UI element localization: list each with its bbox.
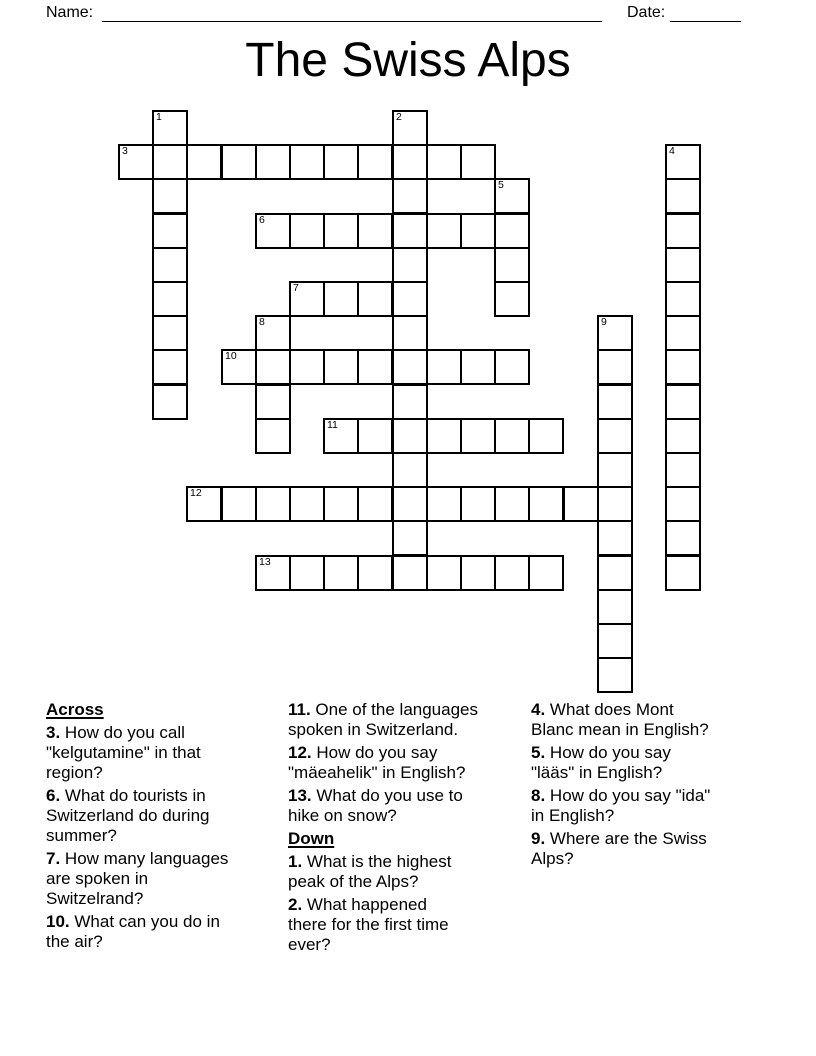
crossword-cell[interactable]	[597, 623, 633, 659]
clue-item	[288, 743, 530, 783]
cell-number: 3	[122, 145, 128, 157]
crossword-cell[interactable]	[392, 281, 428, 317]
cell-number: 2	[396, 111, 402, 123]
clue-text: How many languages are spoken in Switzelrand?	[46, 849, 229, 908]
crossword-cell[interactable]	[357, 144, 393, 180]
crossword-cell[interactable]	[528, 555, 564, 591]
clue-column-across	[46, 700, 288, 955]
crossword-cell[interactable]	[323, 349, 359, 385]
clue-item	[288, 700, 530, 740]
clue-number: 8.	[531, 786, 546, 805]
crossword-cell[interactable]	[392, 178, 428, 214]
cell-number: 9	[601, 316, 607, 328]
clue-text: What can you do in the air?	[46, 912, 220, 951]
crossword-cell[interactable]	[665, 384, 701, 420]
cell-number: 8	[259, 316, 265, 328]
clue-text: How do you say "ida" in English?	[531, 786, 711, 825]
clue-text: What happened there for the first time ever?	[288, 895, 449, 954]
crossword-cell[interactable]	[460, 555, 496, 591]
crossword-cell[interactable]	[255, 349, 291, 385]
crossword-cell[interactable]	[426, 213, 462, 249]
clue-text: One of the languages spoken in Switzerland.	[288, 700, 478, 739]
crossword-cell[interactable]	[392, 418, 428, 454]
clue-number: 7.	[46, 849, 61, 868]
crossword-cell[interactable]	[255, 384, 291, 420]
crossword-cell[interactable]	[597, 418, 633, 454]
crossword-cell[interactable]	[323, 486, 359, 522]
crossword-cell[interactable]	[665, 555, 701, 591]
clue-item	[46, 786, 288, 846]
crossword-cell[interactable]	[665, 315, 701, 351]
crossword-cell[interactable]	[392, 384, 428, 420]
clue-text: How do you say "lääs" in English?	[531, 743, 671, 782]
crossword-cell[interactable]	[392, 213, 428, 249]
cell-number: 4	[669, 145, 675, 157]
crossword-cell[interactable]	[392, 144, 428, 180]
crossword-cell[interactable]	[460, 213, 496, 249]
crossword-cell[interactable]	[392, 452, 428, 488]
clue-number: 1.	[288, 852, 303, 871]
crossword-cell[interactable]	[494, 486, 530, 522]
crossword-cell[interactable]	[221, 144, 257, 180]
clue-item	[288, 895, 530, 955]
clue-text: What do tourists in Switzerland do during summer?	[46, 786, 210, 845]
crossword-cell[interactable]	[665, 486, 701, 522]
crossword-cell[interactable]	[357, 213, 393, 249]
crossword-cell[interactable]	[597, 657, 633, 693]
crossword-cell[interactable]	[152, 178, 188, 214]
crossword-cell[interactable]	[323, 555, 359, 591]
crossword-cell[interactable]	[186, 144, 222, 180]
crossword-cell[interactable]	[460, 349, 496, 385]
clue-number: 5.	[531, 743, 546, 762]
clue-item	[46, 912, 288, 952]
cell-number: 10	[225, 350, 237, 362]
clue-text: What do you use to hike on snow?	[288, 786, 463, 825]
crossword-cell[interactable]	[665, 213, 701, 249]
crossword-cell[interactable]	[255, 144, 291, 180]
crossword-cell[interactable]	[152, 213, 188, 249]
clue-number: 3.	[46, 723, 61, 742]
crossword-cell[interactable]	[597, 589, 633, 625]
clue-number: 11.	[288, 700, 311, 719]
crossword-cell[interactable]	[494, 349, 530, 385]
name-label: Name:	[46, 4, 94, 21]
crossword-cell[interactable]	[152, 247, 188, 283]
crossword-cell[interactable]	[152, 144, 188, 180]
crossword-cell[interactable]	[597, 486, 633, 522]
crossword-cell[interactable]	[357, 349, 393, 385]
crossword-cell[interactable]	[426, 349, 462, 385]
crossword-cell[interactable]	[152, 349, 188, 385]
cell-number: 1	[156, 111, 162, 123]
crossword-cell[interactable]	[665, 520, 701, 556]
clue-text: How do you say "mäeahelik" in English?	[288, 743, 466, 782]
crossword-cell[interactable]	[152, 384, 188, 420]
crossword-cell[interactable]	[665, 247, 701, 283]
clue-item	[46, 849, 288, 909]
crossword-cell[interactable]	[152, 281, 188, 317]
clue-item	[288, 786, 530, 826]
crossword-cell[interactable]	[528, 486, 564, 522]
clue-list-heading: Down	[288, 829, 335, 848]
cell-number: 7	[293, 282, 299, 294]
crossword-cell[interactable]	[392, 315, 428, 351]
crossword-cell[interactable]	[494, 281, 530, 317]
crossword-cell[interactable]	[357, 555, 393, 591]
crossword-cell[interactable]	[426, 144, 462, 180]
clue-item	[531, 829, 773, 869]
clue-item	[531, 700, 773, 740]
crossword-cell[interactable]	[426, 486, 462, 522]
cell-number: 13	[259, 556, 271, 568]
clue-item	[531, 786, 773, 826]
clue-item	[46, 723, 288, 783]
crossword-cell[interactable]	[289, 555, 325, 591]
crossword-cell[interactable]	[460, 418, 496, 454]
crossword-cell[interactable]	[289, 213, 325, 249]
clue-column-down	[531, 700, 773, 872]
crossword-cell[interactable]	[392, 555, 428, 591]
crossword-cell[interactable]	[665, 418, 701, 454]
clue-number: 2.	[288, 895, 303, 914]
crossword-cell[interactable]	[255, 418, 291, 454]
cell-number: 12	[190, 487, 202, 499]
crossword-cell[interactable]	[460, 486, 496, 522]
date-label: Date:	[627, 4, 666, 21]
clue-text: How do you call "kelgutamine" in that region?	[46, 723, 201, 782]
crossword-cell[interactable]	[289, 486, 325, 522]
crossword-cell[interactable]	[665, 178, 701, 214]
crossword-cell[interactable]	[357, 486, 393, 522]
clue-number: 4.	[531, 700, 546, 719]
clue-number: 10.	[46, 912, 70, 931]
clue-list-heading: Across	[46, 700, 104, 719]
page-title: The Swiss Alps	[245, 34, 571, 87]
clue-number: 9.	[531, 829, 546, 848]
crossword-cell[interactable]	[597, 384, 633, 420]
crossword-cell[interactable]	[665, 452, 701, 488]
crossword-cell[interactable]	[357, 418, 393, 454]
clue-text: Where are the Swiss Alps?	[531, 829, 707, 868]
crossword-cell[interactable]	[528, 418, 564, 454]
crossword-cell[interactable]	[494, 247, 530, 283]
crossword-cell[interactable]	[597, 349, 633, 385]
clue-text: What does Mont Blanc mean in English?	[531, 700, 709, 739]
crossword-cell[interactable]	[323, 144, 359, 180]
crossword-cell[interactable]	[665, 349, 701, 385]
clue-number: 12.	[288, 743, 312, 762]
crossword-cell[interactable]	[323, 281, 359, 317]
crossword-cell[interactable]	[392, 520, 428, 556]
clue-number: 13.	[288, 786, 312, 805]
crossword-cell[interactable]	[289, 349, 325, 385]
crossword-cell[interactable]	[152, 315, 188, 351]
crossword-cell[interactable]	[392, 349, 428, 385]
clue-number: 6.	[46, 786, 61, 805]
clue-column-middle	[288, 700, 530, 958]
crossword-cell[interactable]	[597, 452, 633, 488]
crossword-cell[interactable]	[665, 281, 701, 317]
crossword-cell[interactable]	[563, 486, 599, 522]
crossword-cell[interactable]	[357, 281, 393, 317]
clue-text: What is the highest peak of the Alps?	[288, 852, 452, 891]
crossword-cell[interactable]	[494, 213, 530, 249]
crossword-cell[interactable]	[392, 247, 428, 283]
crossword-cell[interactable]	[221, 486, 257, 522]
crossword-cell[interactable]	[255, 486, 291, 522]
crossword-cell[interactable]	[597, 555, 633, 591]
crossword-cell[interactable]	[323, 213, 359, 249]
clue-item	[531, 743, 773, 783]
cell-number: 5	[498, 179, 504, 191]
clue-item	[288, 852, 530, 892]
crossword-cell[interactable]	[426, 555, 462, 591]
crossword-cell[interactable]	[494, 555, 530, 591]
crossword-cell[interactable]	[494, 418, 530, 454]
crossword-cell[interactable]	[597, 520, 633, 556]
cell-number: 6	[259, 214, 265, 226]
cell-number: 11	[327, 419, 338, 431]
crossword-cell[interactable]	[392, 486, 428, 522]
crossword-cell[interactable]	[460, 144, 496, 180]
crossword-cell[interactable]	[426, 418, 462, 454]
crossword-cell[interactable]	[289, 144, 325, 180]
